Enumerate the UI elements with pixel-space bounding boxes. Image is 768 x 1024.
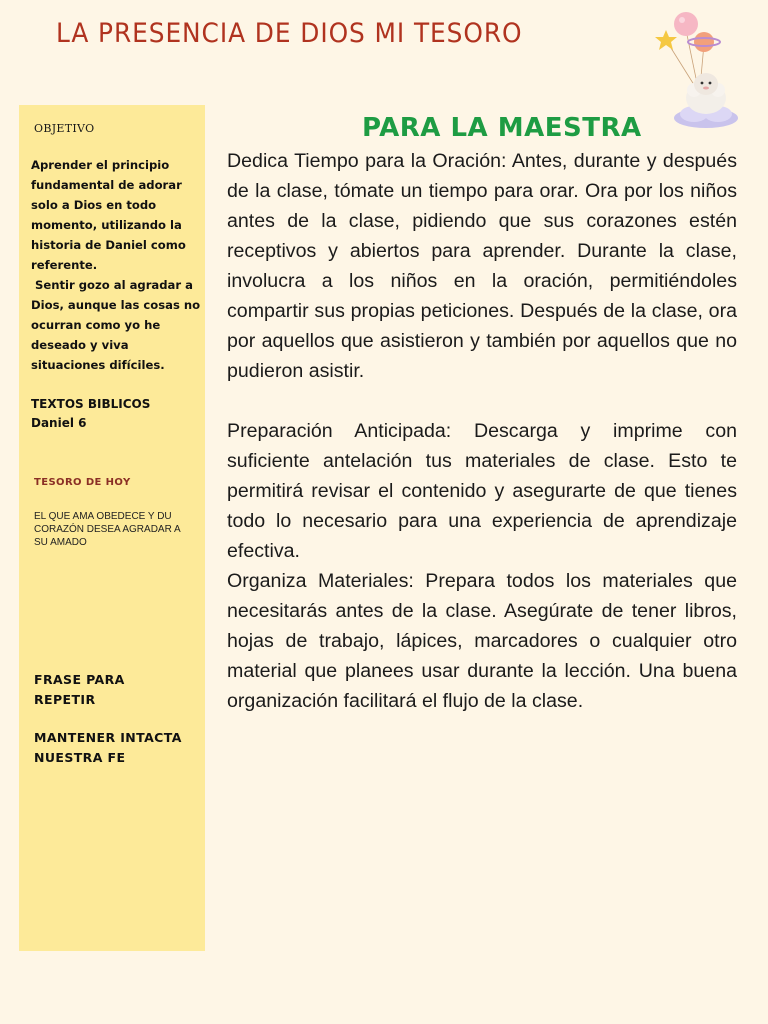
paragraph-oracion: Dedica Tiempo para la Oración: Antes, durante y después de la clase, tómate un tiempo para orar. Ora por los niños antes de la clase, pidiendo que sus corazones estén receptivos y abiertos para aprender. Durante la clase, involucra a los niños en la oración, permitiéndoles compartir sus propias peticiones. Después de la clase, ora por aquellos que asistieron y también por aquellos que no pudieron asistir. <box>227 150 737 382</box>
textos-biblicos-reference: Daniel 6 <box>31 416 87 430</box>
paragraph-materiales: Organiza Materiales: Prepara todos los materiales que necesitarás antes de la clase. Asegúrate de tener libros, hojas de trabajo, lápices, marcadores o cualquier otro material que planees usar durante la lección. Una buena organización facilitará el flujo de la clase. <box>227 570 737 712</box>
paragraph-spacer <box>227 386 737 416</box>
sidebar-panel <box>19 105 205 951</box>
tesoro-de-hoy-text: EL QUE AMA OBEDECE Y DU CORAZÓN DESEA AGRADAR A SU AMADO <box>34 511 181 548</box>
tesoro-de-hoy-label: TESORO DE HOY <box>34 477 131 488</box>
section-title: PARA LA MAESTRA <box>362 113 642 143</box>
paragraph-preparacion: Preparación Anticipada: Descarga y imprime con suficiente antelación tus materiales de clase. Esto te permitirá revisar el contenido y asegurarte de que tienes todo lo necesario para una experiencia de aprendizaje efectiva. <box>227 420 737 562</box>
objetivo-paragraph-1: Aprender el principio fundamental de adorar solo a Dios en todo momento, utilizando la historia de Daniel como referente. <box>31 158 186 272</box>
lamb-with-balloons-icon <box>646 10 742 132</box>
objetivo-paragraph-2: Sentir gozo al agradar a Dios, aunque las cosas no ocurran como yo he deseado y viva situaciones difíciles. <box>31 278 201 372</box>
page-title: LA PRESENCIA DE DIOS MI TESORO <box>56 18 523 49</box>
frase-para-repetir-text: MANTENER INTACTA NUESTRA FE <box>34 730 182 765</box>
frase-para-repetir-label: FRASE PARA REPETIR <box>34 672 125 707</box>
objetivo-text <box>31 155 201 375</box>
textos-biblicos-label: TEXTOS BIBLICOS <box>31 397 151 411</box>
objetivo-label: OBJETIVO <box>34 122 95 135</box>
main-body <box>227 146 737 716</box>
